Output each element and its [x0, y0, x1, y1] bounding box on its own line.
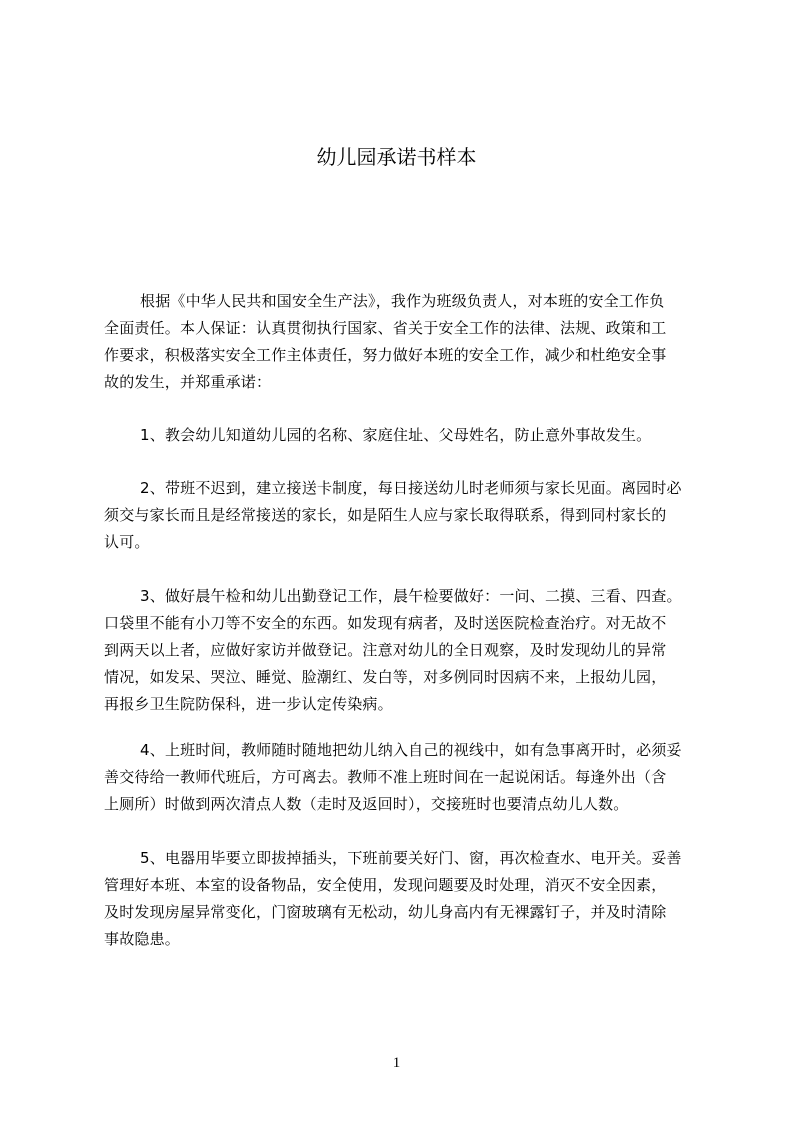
document-title: 幼儿园承诺书样本: [316, 145, 477, 169]
text-line: 全面责任。本人保证：认真贯彻执行国家、省关于安全工作的法律、法规、政策和工: [104, 319, 667, 337]
text-line: 1、教会幼儿知道幼儿园的名称、家庭住址、父母姓名，防止意外事故发生。: [140, 426, 652, 444]
text-line: 根据《中华人民共和国安全生产法》，我作为班级负责人，对本班的安全工作负: [140, 292, 665, 310]
commitment-item-4: [104, 737, 704, 818]
text-line: 到两天以上者，应做好家访并做登记。注意对幼儿的全日观察，及时发现幼儿的异常: [104, 641, 667, 659]
text-line: 事故隐患。: [104, 930, 181, 948]
text-line: 作要求，积极落实安全工作主体责任，努力做好本班的安全工作，减少和杜绝安全事: [104, 346, 667, 364]
text-line: 上厕所）时做到两次清点人数（走时及返回时），交接班时也要清点幼儿人数。: [104, 795, 629, 813]
text-line: 须交与家长而且是经常接送的家长，如是陌生人应与家长取得联系，得到同村家长的: [104, 506, 667, 524]
commitment-item-2: [104, 475, 704, 556]
text-line: 2、带班不迟到，建立接送卡制度，每日接送幼儿时老师须与家长见面。离园时必: [140, 479, 682, 497]
intro-paragraph: [104, 288, 704, 396]
text-line: 善交待给一教师代班后，方可离去。教师不准上班时间在一起说闲话。每逢外出（含: [104, 768, 667, 786]
text-line: 口袋里不能有小刀等不安全的东西。如发现有病者，及时送医院检查治疗。对无故不: [104, 614, 667, 632]
text-line: 故的发生，并郑重承诺：: [104, 373, 272, 391]
text-line: 及时发现房屋异常变化，门窗玻璃有无松动，幼儿身高内有无裸露钉子，并及时清除: [104, 903, 667, 921]
commitment-item-3: [104, 583, 704, 718]
text-line: 再报乡卫生院防保科，进一步认定传染病。: [104, 695, 393, 713]
text-line: 3、做好晨午检和幼儿出勤登记工作，晨午检要做好：一问、二摸、三看、四查。: [140, 587, 682, 605]
text-line: 5、电器用毕要立即拔掉插头，下班前要关好门、窗，再次检查水、电开关。妥善: [140, 849, 682, 867]
text-line: 认可。: [104, 533, 150, 551]
commitment-item-5: [104, 845, 704, 953]
text-line: 管理好本班、本室的设备物品，安全使用，发现问题要及时处理，消灭不安全因素，: [104, 876, 667, 894]
commitment-item-1: [104, 422, 704, 449]
page-number: 1: [392, 1055, 401, 1071]
text-line: 4、上班时间，教师随时随地把幼儿纳入自己的视线中，如有急事离开时，必须妥: [140, 741, 682, 759]
text-line: 情况，如发呆、哭泣、睡觉、脸潮红、发白等，对多例同时因病不来，上报幼儿园，: [104, 668, 667, 686]
